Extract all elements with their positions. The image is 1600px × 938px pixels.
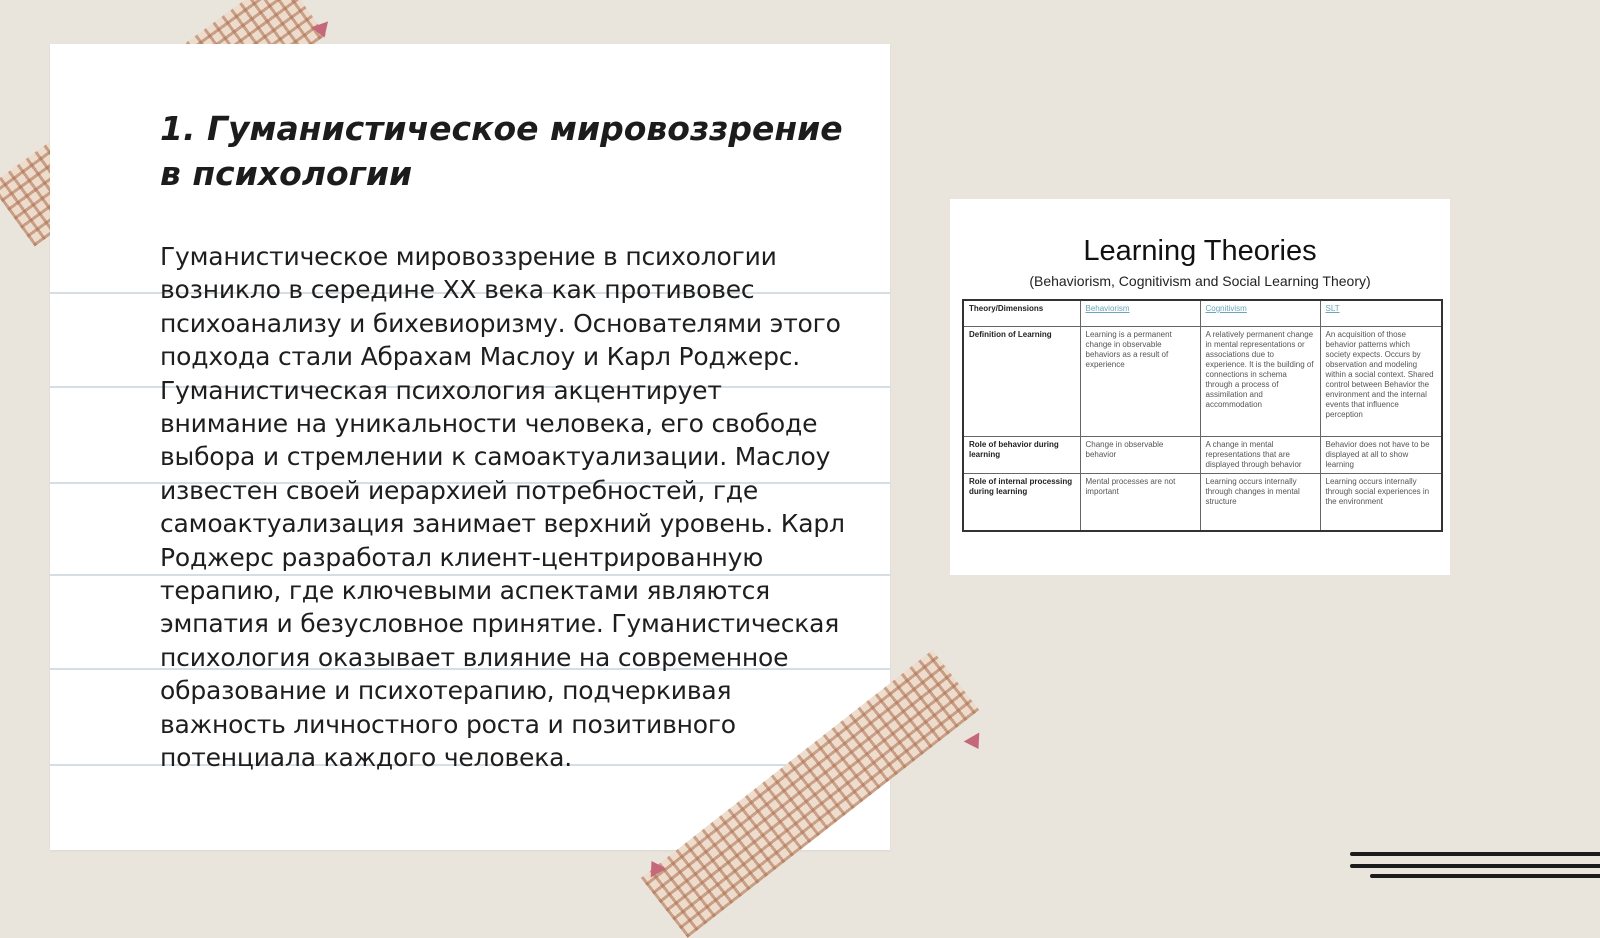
table-header-row: [963, 300, 1442, 326]
table-row: [963, 326, 1442, 436]
table-row: [963, 436, 1442, 473]
table-header-link[interactable]: Cognitivism: [1200, 300, 1320, 326]
table-row-label: Role of behavior during learning: [963, 436, 1080, 473]
table-cell: Behavior does not have to be displayed at all to show learning: [1320, 436, 1442, 473]
table-cell: Learning occurs internally through social experiences in the environment: [1320, 473, 1442, 531]
table-row-label: Definition of Learning: [963, 326, 1080, 436]
brush-stroke-decoration: [1350, 864, 1600, 868]
brush-stroke-decoration: [1370, 874, 1600, 878]
table-cell: Learning is a permanent change in observable behaviors as a result of experience: [1080, 326, 1200, 436]
table-row: [963, 473, 1442, 531]
table-cell: Learning occurs internally through changes in mental structure: [1200, 473, 1320, 531]
table-cell: An acquisition of those behavior patterns which society expects. Occurs by observation and modeling within a social context. Shared control between Behavior the environment and the internal events that influence perception: [1320, 326, 1442, 436]
slide-title: 1. Гуманистическое мировоззрение в психологии: [160, 109, 843, 193]
pin-icon: [964, 732, 987, 753]
slide-body-text: Гуманистическое мировоззрение в психологии возникло в середине XX века как противовес психоанализу и бихевиоризму. Основателями этого подхода стали Абрахам Маслоу и Карл Роджерс. Гуманистическая психология акцентирует внимание на уникальности человека, его свободе выбора и стремлении к самоактуализации. Маслоу известен своей иерархией потребностей, где самоактуализация занимает верхний уровень. Карл Роджерс разработал клиент-центрированную терапию, где ключевыми аспектами являются эмпатия и безусловное принятие. Гуманистическая психология оказывает влияние на современное образование и психотерапию, подчеркивая важность личностного роста и позитивного потенциала каждого человека.: [160, 242, 845, 773]
table-header-link[interactable]: Behaviorism: [1080, 300, 1200, 326]
notebook-paper: [50, 44, 890, 850]
table-header-link[interactable]: SLT: [1320, 300, 1442, 326]
brush-stroke-decoration: [1350, 852, 1600, 856]
table-cell: Change in observable behavior: [1080, 436, 1200, 473]
learning-theories-figure: [950, 199, 1450, 575]
table-row-label: Role of internal processing during learning: [963, 473, 1080, 531]
table-cell: A change in mental representations that are displayed through behavior: [1200, 436, 1320, 473]
figure-subtitle: (Behaviorism, Cognitivism and Social Learning Theory): [1029, 273, 1371, 289]
table-cell: A relatively permanent change in mental representations or associations due to experience. It is the building of connections in schema through a process of assimilation and accommodation: [1200, 326, 1320, 436]
table-header-cell: Theory/Dimensions: [963, 300, 1080, 326]
learning-theories-table: [962, 299, 1443, 532]
table-cell: Mental processes are not important: [1080, 473, 1200, 531]
figure-title: Learning Theories: [1083, 235, 1317, 267]
